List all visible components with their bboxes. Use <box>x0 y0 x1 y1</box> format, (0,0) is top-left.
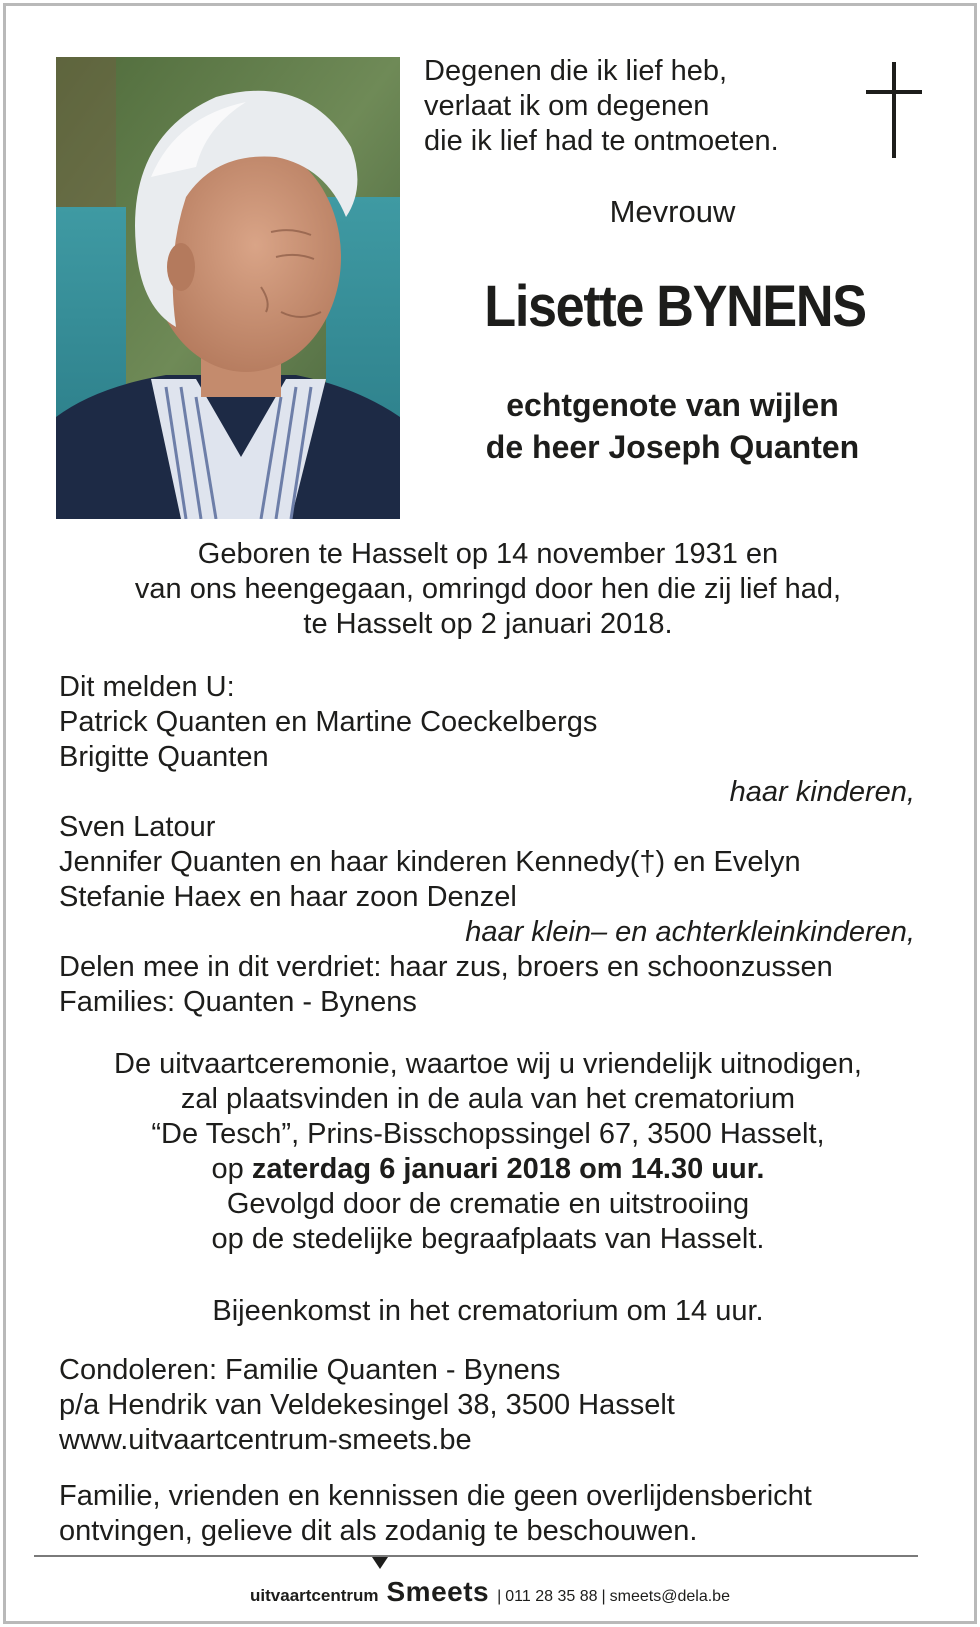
born-line: Geboren te Hasselt op 14 november 1931 en <box>197 538 779 570</box>
condolences-block <box>59 1353 919 1458</box>
condolences-address: p/a Hendrik van Veldekesingel 38, 3500 Hasselt <box>59 1389 675 1421</box>
family-member: Stefanie Haex en haar zoon Denzel <box>59 881 517 913</box>
epigraph-line: Degenen die ik lief heb, <box>424 55 728 87</box>
notice-line: Familie, vrienden en kennissen die geen overlijdensbericht <box>59 1480 812 1512</box>
footer-separator: | <box>601 1588 606 1605</box>
ceremony-line: Gevolgd door de crematie en uitstrooiing <box>226 1188 750 1220</box>
condolences-line: Condoleren: Familie Quanten - Bynens <box>59 1354 561 1386</box>
notice-text <box>59 1479 919 1549</box>
family-announcement <box>59 670 917 1020</box>
family-others: Families: Quanten - Bynens <box>59 986 417 1018</box>
family-others: Delen mee in dit verdriet: haar zus, broers en schoonzussen <box>59 951 833 983</box>
ceremony-line: op de stedelijke begraafplaats van Hasselt. <box>211 1223 765 1255</box>
triangle-down-icon <box>372 1557 388 1569</box>
footer-divider <box>34 1555 918 1557</box>
brand-logo: Smeets <box>386 1576 490 1607</box>
spouse-line <box>420 384 925 468</box>
family-member: Sven Latour <box>59 811 216 843</box>
ceremony-date-line <box>56 1152 920 1187</box>
portrait-photo <box>56 57 400 519</box>
ceremony-line: zal plaatsvinden in de aula van het crematorium <box>180 1083 796 1115</box>
footer-phone: 011 28 35 88 <box>505 1588 598 1605</box>
epigraph-line: verlaat ik om degenen <box>424 90 710 122</box>
deceased-name: Lisette BYNENS <box>484 274 866 339</box>
born-line: te Hasselt op 2 januari 2018. <box>303 608 673 640</box>
ceremony-date-prefix: op <box>211 1153 252 1185</box>
spouse-line-2: de heer Joseph Quanten <box>485 429 860 465</box>
ceremony-date: zaterdag 6 januari 2018 om 14.30 uur. <box>251 1153 765 1185</box>
footer-bar <box>0 1574 980 1615</box>
honorific-title: Mevrouw <box>609 194 736 229</box>
ceremony-line: “De Tesch”, Prins-Bisschopssingel 67, 3500 Hasselt, <box>151 1118 825 1150</box>
meeting-info: Bijeenkomst in het crematorium om 14 uur. <box>212 1295 764 1327</box>
family-member: Jennifer Quanten en haar kinderen Kennedy(†) en Evelyn <box>59 846 801 878</box>
grandchildren-role: haar klein– en achterkleinkinderen, <box>465 916 915 948</box>
spouse-line-1: echtgenote van wijlen <box>506 387 839 423</box>
footer-prefix: uitvaartcentrum <box>250 1586 379 1605</box>
website-link[interactable]: www.uitvaartcentrum-smeets.be <box>59 1424 472 1456</box>
notice-line: ontvingen, gelieve dit als zodanig te beschouwen. <box>59 1515 698 1547</box>
ceremony-line: De uitvaartceremonie, waartoe wij u vriendelijk uitnodigen, <box>114 1048 862 1080</box>
ceremony-details <box>56 1047 920 1257</box>
epigraph-quote <box>424 54 779 159</box>
footer-separator: | <box>497 1588 502 1605</box>
latin-cross-icon <box>866 62 922 158</box>
epigraph-line: die ik lief had te ontmoeten. <box>424 125 779 157</box>
children-role: haar kinderen, <box>729 776 915 808</box>
born-line: van ons heengegaan, omringd door hen die zij lief had, <box>134 573 842 605</box>
birth-death-details <box>56 537 920 642</box>
family-intro: Dit melden U: <box>59 671 235 703</box>
family-member: Patrick Quanten en Martine Coeckelbergs <box>59 706 598 738</box>
footer-email[interactable]: smeets@dela.be <box>609 1588 730 1605</box>
family-member: Brigitte Quanten <box>59 741 269 773</box>
